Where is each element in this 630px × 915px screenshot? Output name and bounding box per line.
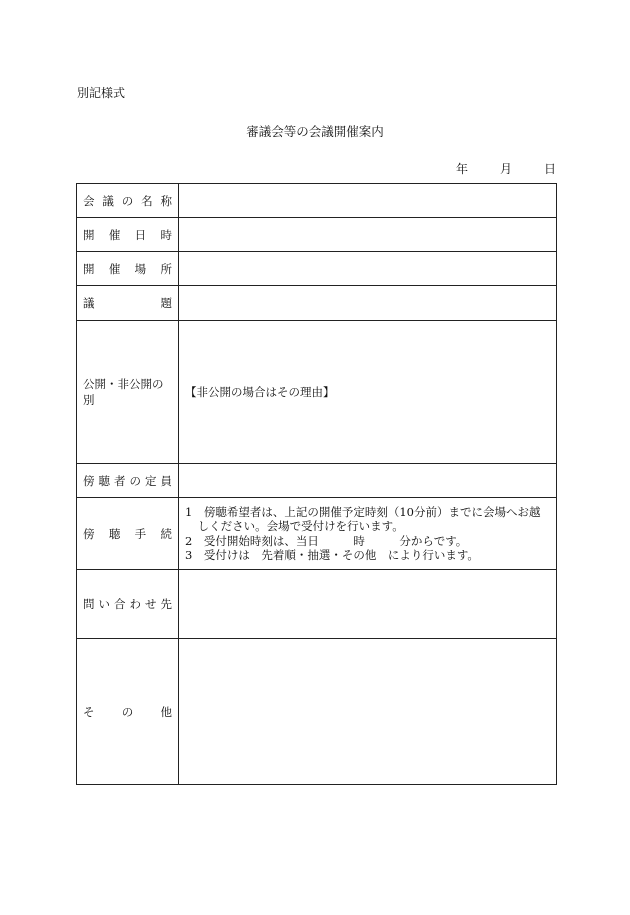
row-contact [77, 570, 557, 639]
label-char: 日 [134, 227, 147, 242]
row-place [77, 252, 557, 286]
label-char: 合 [114, 597, 126, 611]
value-public[interactable]: 【非公開の場合はその理由】 [179, 321, 557, 464]
month-label: 月 [500, 162, 513, 176]
label-char: 問 [83, 597, 95, 611]
label-char: 名 [141, 193, 153, 208]
label-char: の [129, 473, 141, 488]
label-char: せ [145, 597, 157, 611]
label-other [83, 704, 172, 720]
value-procedure[interactable] [179, 498, 557, 570]
label-public-line1: 公開・非公開の [83, 377, 164, 391]
day-label: 日 [544, 162, 557, 176]
label-char: 開 [83, 227, 95, 242]
value-meeting-name[interactable] [179, 184, 557, 218]
value-capacity[interactable] [179, 464, 557, 498]
label-char: 題 [160, 296, 172, 310]
label-char: 定 [145, 473, 157, 488]
row-procedure [77, 498, 557, 570]
label-place [83, 261, 172, 277]
label-public-line2: 別 [83, 393, 95, 407]
label-char: わ [129, 597, 141, 611]
label-meeting-name [83, 193, 172, 209]
label-char: 時 [160, 227, 172, 242]
label-char: 場 [134, 261, 147, 276]
label-agenda [83, 295, 172, 311]
meeting-info-table [76, 183, 557, 785]
label-contact [83, 596, 172, 612]
label-char: 催 [108, 261, 121, 276]
label-char: 聴 [98, 473, 110, 488]
row-other [77, 639, 557, 785]
label-char: 他 [160, 704, 172, 719]
label-char: の [121, 193, 134, 208]
label-char: 会 [83, 193, 95, 208]
row-agenda [77, 286, 557, 321]
label-char: 手 [134, 526, 147, 541]
row-meeting-name [77, 184, 557, 218]
label-char: 続 [160, 526, 172, 541]
label-char: 員 [160, 473, 172, 488]
value-other[interactable] [179, 639, 557, 785]
row-capacity [77, 464, 557, 498]
label-char: 所 [160, 261, 172, 276]
label-char: 先 [160, 597, 172, 611]
row-public [77, 321, 557, 464]
form-style-label: 別記様式 [77, 86, 126, 100]
label-char: そ [83, 704, 95, 719]
row-datetime [77, 218, 557, 252]
date-line [456, 160, 556, 177]
value-agenda[interactable] [179, 286, 557, 321]
procedure-item-3: 3 受付けは 先着順・抽選・その他 により行います。 [185, 548, 479, 562]
label-char: 称 [160, 193, 172, 208]
label-char: い [98, 597, 110, 611]
label-procedure [83, 526, 172, 542]
label-char: の [121, 704, 134, 719]
value-datetime[interactable] [179, 218, 557, 252]
label-char: 傍 [83, 526, 95, 541]
value-contact[interactable] [179, 570, 557, 639]
year-label: 年 [456, 162, 469, 176]
label-char: 議 [102, 193, 114, 208]
label-datetime [83, 227, 172, 243]
label-capacity [83, 473, 172, 489]
label-char: 議 [83, 296, 95, 310]
label-char: 者 [114, 473, 126, 488]
label-char: 開 [83, 261, 95, 276]
label-char: 催 [108, 227, 121, 242]
value-place[interactable] [179, 252, 557, 286]
procedure-item-1: 1 傍聴希望者は、上記の開催予定時刻（10分前）までに会場へお越しください。会場で受付けを行います。 [185, 504, 541, 533]
procedure-item-2: 2 受付開始時刻は、当日 時 分からです。 [185, 533, 468, 548]
document-title: 審議会等の会議開催案内 [246, 124, 384, 139]
label-char: 傍 [83, 473, 95, 488]
label-char: 聴 [108, 526, 121, 541]
